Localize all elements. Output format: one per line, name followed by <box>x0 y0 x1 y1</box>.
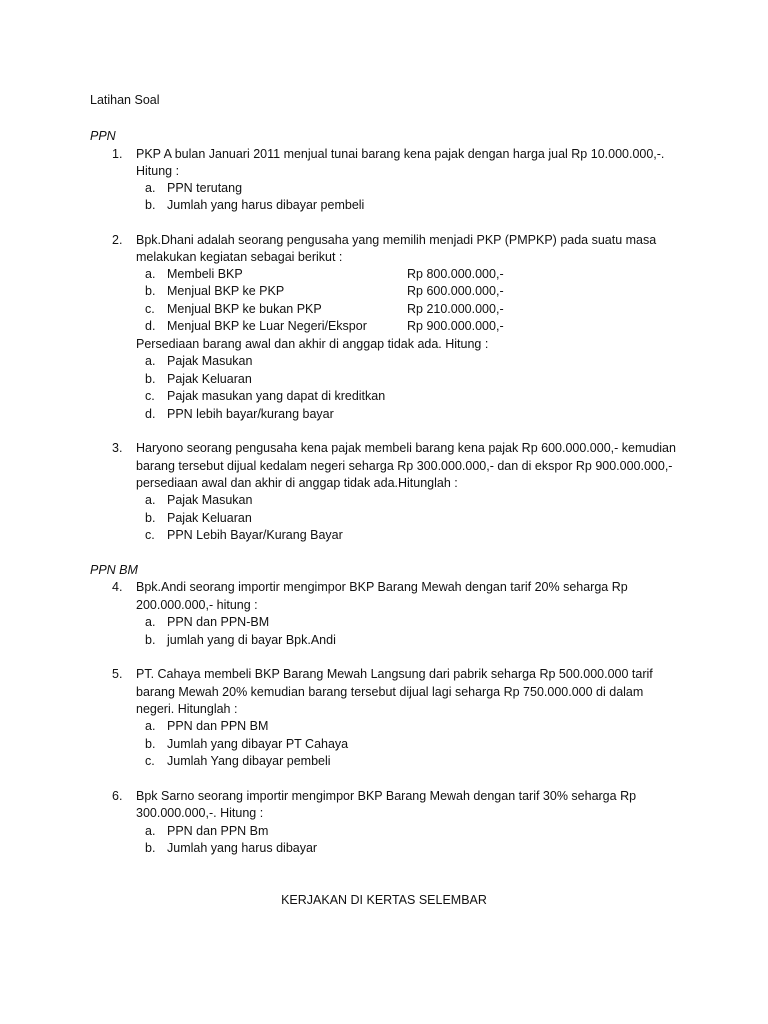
list-letter: c. <box>145 754 155 768</box>
list-item: jumlah yang di bayar Bpk.Andi <box>167 633 336 647</box>
question-text: Persediaan barang awal dan akhir di anggap tidak ada. Hitung : <box>136 337 489 351</box>
footer-instruction: KERJAKAN DI KERTAS SELEMBAR <box>281 893 487 907</box>
list-letter: b. <box>145 198 156 212</box>
list-letter: c. <box>145 389 155 403</box>
list-letter: c. <box>145 302 155 316</box>
list-item: Pajak Masukan <box>167 354 253 368</box>
question-text: Haryono seorang pengusaha kena pajak membeli barang kena pajak Rp 600.000.000,- kemudian <box>136 441 676 455</box>
transaction-amount: Rp 900.000.000,- <box>407 319 504 333</box>
question-text: barang tersebut dijual kedalam negeri seharga Rp 300.000.000,- dan di ekspor Rp 900.000.000,- <box>136 459 673 473</box>
question-text: Bpk.Dhani adalah seorang pengusaha yang memilih menjadi PKP (PMPKP) pada suatu masa <box>136 233 657 247</box>
list-item: Jumlah yang harus dibayar pembeli <box>167 198 365 212</box>
transaction-label: Membeli BKP <box>167 267 243 281</box>
list-letter: c. <box>145 528 155 542</box>
question-text: 200.000.000,- hitung : <box>136 598 258 612</box>
list-item: Jumlah yang dibayar PT Cahaya <box>167 737 349 751</box>
transaction-label: Menjual BKP ke Luar Negeri/Ekspor <box>167 319 367 333</box>
question-number: 5. <box>112 667 123 681</box>
question-text: Bpk.Andi seorang importir mengimpor BKP Barang Mewah dengan tarif 20% seharga Rp <box>136 580 628 594</box>
question-text: persediaan awal dan akhir di anggap tidak ada.Hitunglah : <box>136 476 458 490</box>
question-number: 4. <box>112 580 123 594</box>
list-item: PPN Lebih Bayar/Kurang Bayar <box>167 528 343 542</box>
list-item: PPN terutang <box>167 181 243 195</box>
list-letter: a. <box>145 181 156 195</box>
section-heading-ppnbm: PPN BM <box>90 563 138 577</box>
list-letter: b. <box>145 633 156 647</box>
question-text: PT. Cahaya membeli BKP Barang Mewah Langsung dari pabrik seharga Rp 500.000.000 tarif <box>136 667 653 681</box>
question-text: 300.000.000,-. Hitung : <box>136 806 264 820</box>
list-letter: b. <box>145 284 156 298</box>
list-item: Pajak Masukan <box>167 493 253 507</box>
transaction-amount: Rp 210.000.000,- <box>407 302 504 316</box>
question-number: 3. <box>112 441 123 455</box>
list-letter: b. <box>145 841 156 855</box>
question-number: 1. <box>112 147 123 161</box>
question-text: barang Mewah 20% kemudian barang tersebut dijual lagi seharga Rp 750.000.000 di dalam <box>136 685 644 699</box>
transaction-label: Menjual BKP ke bukan PKP <box>167 302 322 316</box>
question-text: Hitung : <box>136 164 180 178</box>
list-letter: a. <box>145 267 156 281</box>
list-item: PPN dan PPN BM <box>167 719 269 733</box>
list-item: Pajak Keluaran <box>167 372 252 386</box>
page-title: Latihan Soal <box>90 93 160 107</box>
list-item: Pajak masukan yang dapat di kreditkan <box>167 389 386 403</box>
transaction-label: Menjual BKP ke PKP <box>167 284 285 298</box>
question-number: 6. <box>112 789 123 803</box>
list-letter: d. <box>145 407 156 421</box>
list-item: PPN dan PPN Bm <box>167 824 269 838</box>
list-letter: b. <box>145 372 156 386</box>
section-heading-ppn: PPN <box>90 129 116 143</box>
list-item: PPN dan PPN-BM <box>167 615 270 629</box>
list-letter: b. <box>145 511 156 525</box>
list-letter: a. <box>145 824 156 838</box>
list-letter: b. <box>145 737 156 751</box>
transaction-amount: Rp 800.000.000,- <box>407 267 504 281</box>
list-letter: d. <box>145 319 156 333</box>
transaction-amount: Rp 600.000.000,- <box>407 284 504 298</box>
question-number: 2. <box>112 233 123 247</box>
list-item: PPN lebih bayar/kurang bayar <box>167 407 334 421</box>
list-letter: a. <box>145 719 156 733</box>
list-item: Jumlah yang harus dibayar <box>167 841 318 855</box>
list-letter: a. <box>145 493 156 507</box>
list-item: Pajak Keluaran <box>167 511 252 525</box>
question-text: Bpk Sarno seorang importir mengimpor BKP Barang Mewah dengan tarif 30% seharga Rp <box>136 789 637 803</box>
list-letter: a. <box>145 615 156 629</box>
list-item: Jumlah Yang dibayar pembeli <box>167 754 331 768</box>
question-text: negeri. Hitunglah : <box>136 702 238 716</box>
question-text: PKP A bulan Januari 2011 menjual tunai barang kena pajak dengan harga jual Rp 10.000.000,-. <box>136 147 665 161</box>
list-letter: a. <box>145 354 156 368</box>
question-text: melakukan kegiatan sebagai berikut : <box>136 250 343 264</box>
